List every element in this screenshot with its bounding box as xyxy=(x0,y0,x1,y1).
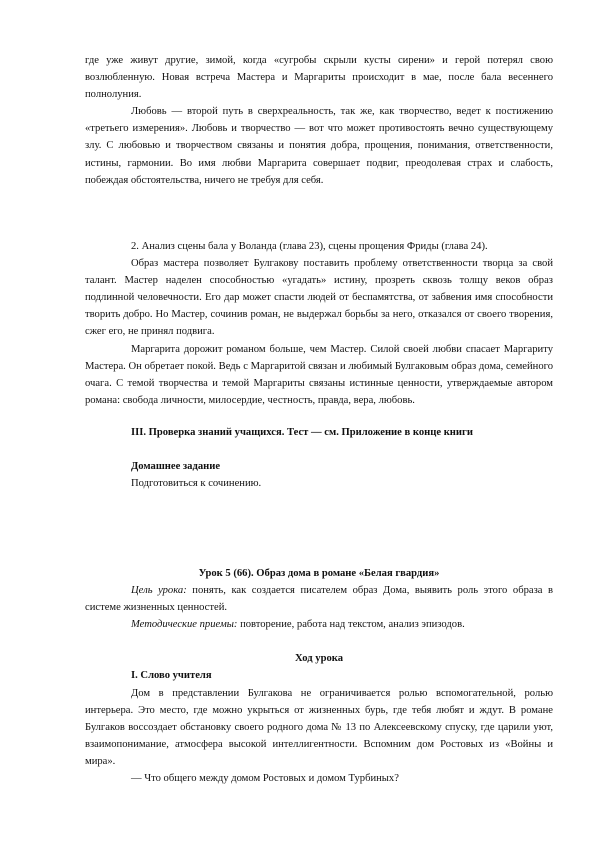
paragraph: Дом в представлении Булгакова не ограничивается ролью вспомогательной, ролью интерьера. Это место, где можно укрыться от жизненных бурь, где тебя любят и ждут. В романе Булгаков воссоздает обстановку своего родного дома № 13 по Алексеевскому спуску, где царили уют, взаимопонимание, атмосфера высокой интеллигентности. Вспомним дом Ростовых из «Войны и мира». xyxy=(85,687,553,767)
section-heading: III. Проверка знаний учащихся. Тест — см. Приложение в конце книги xyxy=(131,427,473,438)
methods-label: Методические приемы: xyxy=(131,619,238,631)
paragraph: Образ мастера позволяет Булгакову поставить проблему ответственности творца за свой талант. Мастер наделен способностью «угадать» истину, прозреть сквозь толщу веков образ подлинной человечности. Его дар может спасти людей от беспамятства, от забвения имя способности творить добро. Но Мастер, сочинив роман, не выдержал борьбы за него, отказался от своего творения, сжег его, не принял подвига. xyxy=(85,258,553,338)
section-title: I. Слово учителя xyxy=(131,670,212,682)
homework-title: Домашнее задание xyxy=(131,461,221,473)
paragraph: Любовь — второй путь в сверхреальность, так же, как творчество, ведет к постижению «третьего измерения». Любовь и творчество — вот что может противостоять вечно существующему злу. С любовью и творчеством связаны и понятия добра, прощения, понимания, ответственности, истины, гармонии. Во имя любви Маргарита совершает подвиг, преодолевая страх и слабость, побеждая обстоятельства, ничего не требуя для себя. xyxy=(85,106,553,186)
text-block-analysis xyxy=(85,238,553,409)
text-block-love xyxy=(85,52,553,189)
homework-text: Подготовиться к сочинению. xyxy=(131,478,262,490)
goal-label: Цель урока: xyxy=(131,585,187,597)
paragraph: 2. Анализ сцены бала у Воланда (глава 23), сцены прощения Фриды (глава 24). xyxy=(131,241,488,252)
text-block-lesson xyxy=(85,565,553,787)
goal-text: понять, как создается писателем образ Дома, выявить роль этого образа в системе жизненных ценностей. xyxy=(85,585,554,614)
methods-text: повторение, работа над текстом, анализ эпизодов. xyxy=(237,619,465,631)
text-block-test xyxy=(85,424,553,492)
course-title: Ход урока xyxy=(294,653,344,665)
paragraph: где уже живут другие, зимой, когда «сугробы скрыли кусты сирени» и герой потерял свою возлюбленную. Новая встреча Мастера и Маргариты происходит в мае, после бала весеннего полнолуния. xyxy=(85,55,553,101)
lesson-goal xyxy=(85,582,553,616)
paragraph: Маргарита дорожит романом больше, чем Мастер. Силой своей любви спасает Маргариту Мастера. Он обретает покой. Ведь с Маргаритой связан и любимый Булгаковым образ дома, семейного очага. С темой творчества и темой Маргариты связаны истинные ценности, утверждаемые автором романа: свобода личности, милосердие, честность, правда, вера, любовь. xyxy=(85,343,553,406)
lesson-methods xyxy=(85,616,553,633)
question: — Что общего между домом Ростовых и домом Турбиных? xyxy=(131,773,399,785)
lesson-title: Урок 5 (66). Образ дома в романе «Белая гвардия» xyxy=(198,568,440,579)
